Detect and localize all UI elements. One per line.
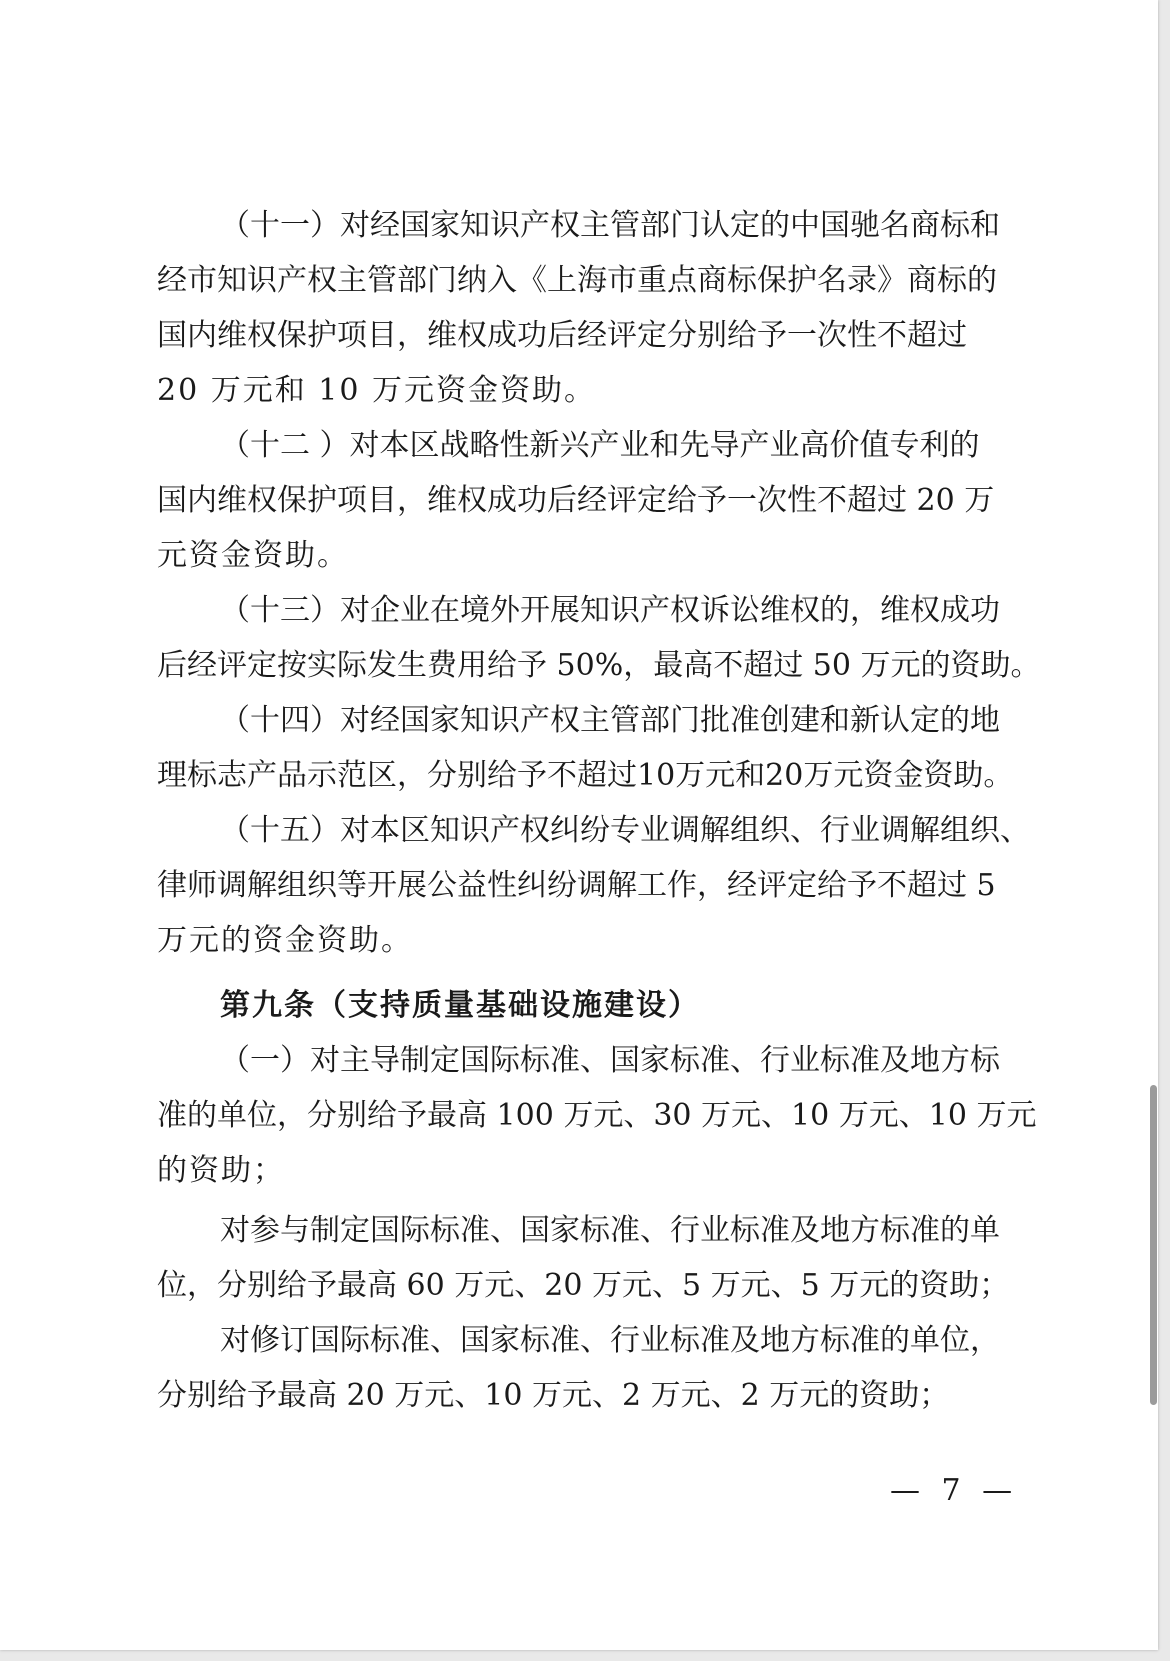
page-number: — 7 — [890, 1473, 1019, 1508]
text-line-21: 对修订国际标准、国家标准、行业标准及地方标准的单位， [220, 1323, 1000, 1358]
text-line-2: 经市知识产权主管部门纳入《上海市重点商标保护名录》商标的 [157, 263, 997, 298]
vertical-scrollbar[interactable] [1150, 1085, 1157, 1405]
text-line-22: 分别给予最高 20 万元、10 万元、2 万元、2 万元的资助； [157, 1378, 950, 1413]
text-line-13: 律师调解组织等开展公益性纠纷调解工作，经评定给予不超过 5 [157, 868, 996, 903]
text-line-14: 万元的资金资助。 [157, 923, 413, 958]
text-line-7: 元资金资助。 [157, 538, 349, 573]
text-line-11: 理标志产品示范区，分别给予不超过10万元和20万元资金资助。 [157, 758, 1014, 793]
text-line-16: （一）对主导制定国际标准、国家标准、行业标准及地方标 [220, 1043, 1000, 1078]
text-line-20: 位，分别给予最高 60 万元、20 万元、5 万元、5 万元的资助； [157, 1268, 1010, 1303]
text-line-6: 国内维权保护项目，维权成功后经评定给予一次性不超过 20 万 [157, 483, 995, 518]
text-line-9: 后经评定按实际发生费用给予 50%，最高不超过 50 万元的资助。 [157, 648, 1041, 683]
text-line-12: （十五）对本区知识产权纠纷专业调解组织、行业调解组织、 [220, 813, 1030, 848]
section-heading: 第九条（支持质量基础设施建设） [220, 988, 700, 1023]
text-line-5: （十二 ）对本区战略性新兴产业和先导产业高价值专利的 [220, 428, 980, 463]
text-line-3: 国内维权保护项目，维权成功后经评定分别给予一次性不超过 [157, 318, 967, 353]
text-line-4: 20 万元和 10 万元资金资助。 [157, 373, 596, 408]
text-line-8: （十三）对企业在境外开展知识产权诉讼维权的，维权成功 [220, 593, 1000, 628]
text-line-10: （十四）对经国家知识产权主管部门批准创建和新认定的地 [220, 703, 1000, 738]
text-line-1: （十一）对经国家知识产权主管部门认定的中国驰名商标和 [220, 208, 1000, 243]
text-line-17: 准的单位，分别给予最高 100 万元、30 万元、10 万元、10 万元 [157, 1098, 1037, 1133]
text-line-19: 对参与制定国际标准、国家标准、行业标准及地方标准的单 [220, 1213, 1000, 1248]
text-line-18: 的资助； [157, 1153, 285, 1188]
